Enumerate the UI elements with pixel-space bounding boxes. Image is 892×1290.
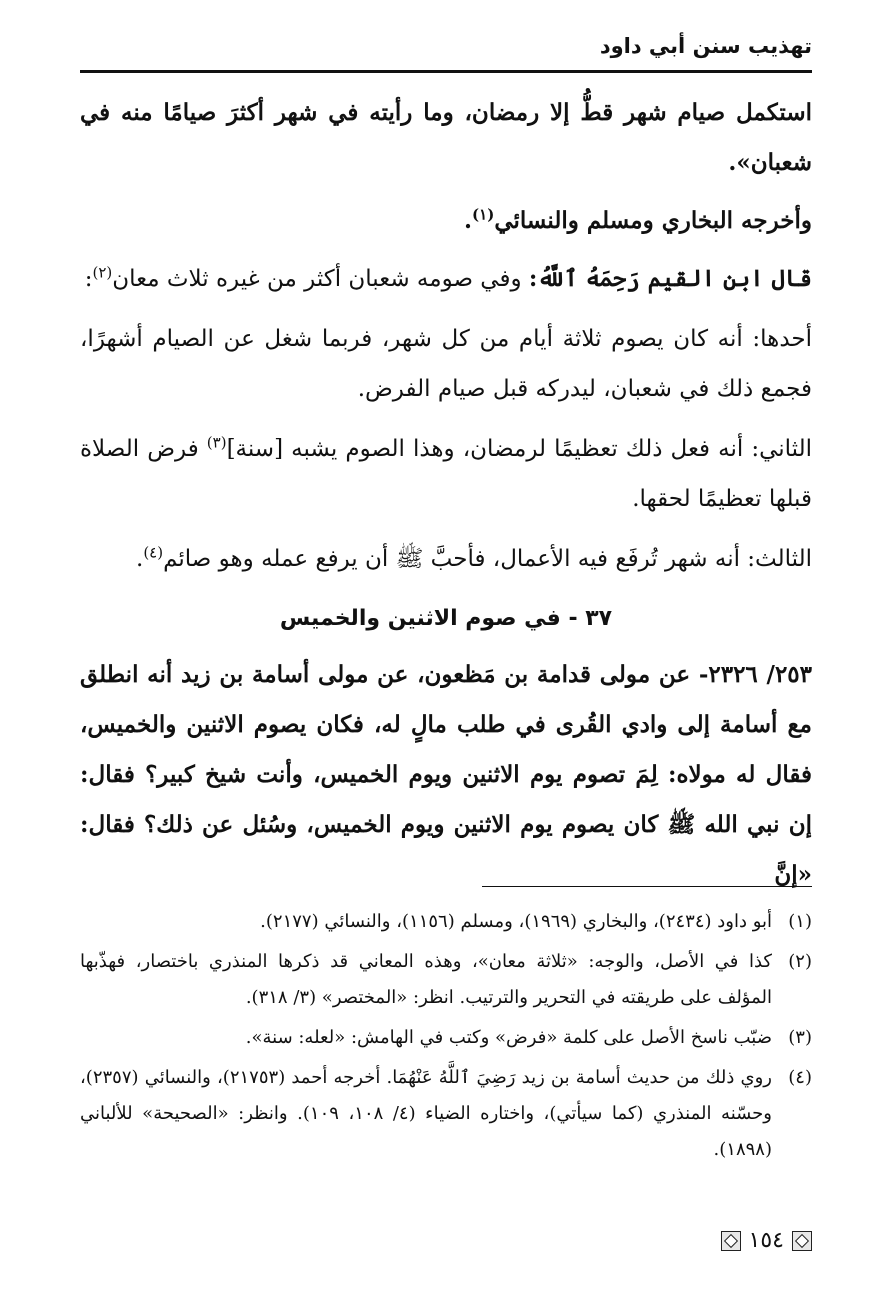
page-folio [721, 1228, 812, 1253]
ornament-icon [721, 1231, 741, 1251]
footnote [80, 1020, 812, 1056]
paragraph-3-text: وفي صومه شعبان أكثر من غيره ثلاث معان [112, 266, 529, 292]
footnote-text: ضبّب ناسخ الأصل على كلمة «فرض» وكتب في الهامش: «لعله: سنة». [245, 1027, 772, 1048]
ibn-qayyim-label: قال ابن القيم رَحِمَهُ ٱللَّهُ: [528, 265, 812, 292]
paragraph-5-rest: فرض الصلاة قبلها تعظيمًا لحقها. [80, 436, 812, 512]
footnote-number: (٣) [788, 1027, 812, 1048]
running-head: تهذيب سنن أبي داود [599, 34, 812, 58]
page-number: ١٥٤ [748, 1228, 784, 1253]
footnote-rule [482, 886, 812, 887]
main-text [80, 88, 812, 900]
paragraph-4: أحدها: أنه كان يصوم ثلاثة أيام من كل شهر، فربما شغل عن الصيام أشهرًا، فجمع ذلك في شعبان، ليدركه قبل صيام الفرض. [80, 326, 812, 402]
paragraph-2 [80, 196, 812, 246]
footnote-text: روي ذلك من حديث أسامة بن زيد رَضِيَ ٱللَّهُ عَنْهُمَا. أخرجه أحمد (٢١٧٥٣)، والنسائي (٢٣٥٧)، وحسّنه المنذري (كما سيأتي)، واختاره الضياء (٤/ ١٠٨، ١٠٩). وانظر: «الصحيحة» للألباني (١٨٩٨). [80, 1067, 773, 1160]
footnote-text: أبو داود (٢٤٣٤)، والبخاري (١٩٦٩)، ومسلم (١١٥٦)، والنسائي (٢١٧٧). [260, 911, 772, 932]
ornament-icon [792, 1231, 812, 1251]
footnote-text: كذا في الأصل، والوجه: «ثلاثة معان»، وهذه المعاني قد ذكرها المنذري باختصار، فهذّبها المؤلف على طريقته في التحرير والترتيب. انظر: «المختصر» (٣/ ٣١٨). [80, 951, 772, 1008]
paragraph-5 [80, 424, 812, 524]
footnote-number: (٤) [788, 1067, 812, 1088]
hadith-paragraph [80, 650, 812, 900]
footnote [80, 944, 812, 1016]
footnote-ref-1[interactable]: (١) [472, 205, 495, 224]
footnote-number: (٢) [788, 951, 812, 972]
footnote-ref-3[interactable]: (٣) [206, 433, 227, 452]
paragraph-6 [80, 534, 812, 584]
paragraph-6-text: الثالث: أنه شهر تُرفَع فيه الأعمال، فأحبَّ ﷺ أن يرفع عمله وهو صائم [163, 546, 812, 572]
paragraph-3 [80, 254, 812, 304]
paragraph-5-text: الثاني: أنه فعل ذلك تعظيمًا لرمضان، وهذا الصوم يشبه [سنة] [226, 436, 812, 462]
hadith-text: عن مولى قدامة بن مَظعون، عن مولى أسامة بن زيد أنه انطلق مع أسامة إلى وادي القُرى في طلب مالٍ له، فكان يصوم الاثنين والخميس، فقال له مولاه: لِمَ تصوم يوم الاثنين ويوم الخميس، وأنت شيخ كبير؟ فقال: إن نبي الله ﷺ كان يصوم يوم الاثنين ويوم الخميس، وسُئل عن ذلك؟ فقال: «إنَّ [80, 661, 812, 888]
paragraph-1: استكمل صيام شهر قطُّ إلا رمضان، وما رأيته في شهر أكثرَ صيامًا منه في شعبان». [80, 99, 812, 176]
footnote-ref-2[interactable]: (٢) [92, 263, 113, 282]
footnote [80, 1060, 812, 1168]
paragraph-3-end: : [84, 266, 93, 292]
footnote [80, 904, 812, 940]
header-rule [80, 70, 812, 73]
paragraph-2-text: وأخرجه البخاري ومسلم والنسائي [494, 207, 812, 234]
chapter-heading: ٣٧ - في صوم الاثنين والخميس [279, 606, 613, 631]
hadith-number: ٢٥٣/ ٢٣٢٦- [698, 661, 812, 688]
paragraph-2-end: . [464, 207, 473, 234]
paragraph-6-end: . [136, 546, 144, 572]
footnotes [80, 904, 812, 1172]
footnote-ref-4[interactable]: (٤) [143, 543, 164, 562]
footnote-number: (١) [788, 911, 812, 932]
